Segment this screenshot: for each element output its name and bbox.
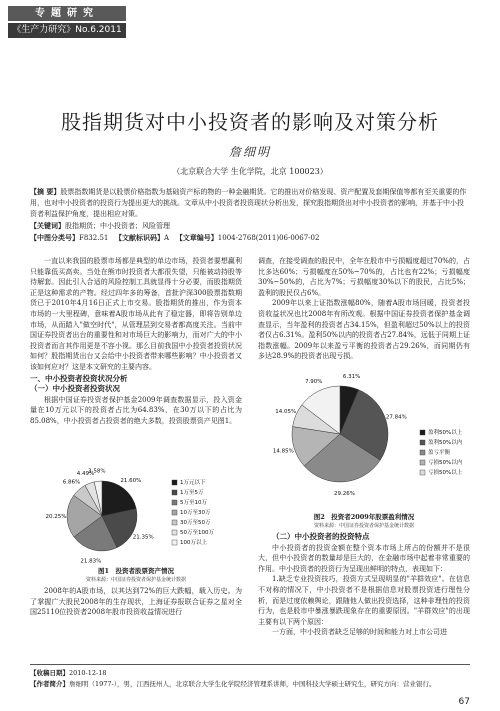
- legend-swatch: [172, 540, 177, 545]
- legend-label: 5万至10万: [180, 500, 207, 506]
- section-tag: [8, 6, 126, 40]
- legend-label: 1万元以下: [180, 480, 206, 486]
- paragraph-3: 2008年的A股市场，以其达到72%的巨大跌幅，载入历史。为了掌握广大股民2008年的生存现状，上海证券报联合证券之星对全国25110位投资者2008年股市投资收益情况进行: [30, 587, 242, 617]
- keywords-label: 【关键词】: [30, 221, 65, 230]
- left-column: [30, 256, 242, 427]
- abstract: [30, 186, 470, 220]
- figure-1-source: 资料来源：中国证券投资者保护基金统计数据: [85, 577, 186, 583]
- keywords-text: 股指期货；中小投资者；风险管理: [65, 222, 170, 230]
- left-column-bottom: [30, 586, 242, 618]
- figure-1: [30, 464, 242, 564]
- right-column-bottom: [258, 532, 470, 638]
- section-label: 专题研究: [8, 6, 126, 21]
- pie-data-label: 27.84%: [385, 414, 407, 421]
- footer-rule: [30, 664, 470, 665]
- pie-data-label: 14.85%: [272, 448, 294, 455]
- journal-issue: 《生产力研究》No.6.2011: [8, 23, 126, 38]
- legend-swatch: [420, 460, 425, 465]
- figure-1-caption: 图1 投资者股票资产情况: [97, 567, 175, 575]
- paragraph-r5: 一方面，中小投资者缺乏足够的时间和能力对上市公司进: [272, 628, 447, 637]
- cls-value: F832.51: [79, 234, 109, 242]
- legend-label: 50万至100万: [180, 530, 214, 536]
- legend-label: 30万至50万: [180, 520, 211, 526]
- figure-2-chart: [258, 358, 470, 510]
- legend-label: 盈利50%以上: [428, 430, 463, 436]
- page-number: 67: [458, 697, 470, 707]
- section-heading-1: 一、中小投资者投资状况分析: [30, 373, 128, 383]
- abstract-label: 【摘 要】: [30, 187, 61, 196]
- legend-swatch: [172, 490, 177, 495]
- affiliation: （北京联合大学 生化学院，北京 100023）: [172, 167, 328, 176]
- bio-label: 【作者简介】: [30, 680, 69, 688]
- figure-2-source: 资料来源：中国证券投资者保护基金统计数据: [313, 523, 414, 529]
- intro-paragraph: 一直以来我国的股票市场都是典型的单边市场，投资者要想赢利只能靠低买高卖。当处在熊市时投资者大都很失望，只能被动持股等待解套。因此引入合适的风险控制工具就显得十分必要，而股指期货正是这种需求的产物。经过四年多的筹备，首批沪深300股票指数期货已于2010年4月16日正式上市交易。股指期货的推出，作为资本市场的一大里程碑，意味着A股市场从此有了稳定器，即将告别单边市场，从而踏入"做空时代"，从管理层到交易者都高度关注。当前中国证券投资者出台的重要性和对市场巨大的影响力，而对广大的中小投资者而言其作用更是不容小视。那么目前我国中小投资者投资状况如何？股指期货出台又会给中小投资者带来哪些影响？中小投资者又该如何应对？这是本文研究的主要内容。: [30, 257, 242, 371]
- pie-data-label: 6.86%: [62, 479, 81, 486]
- classification: [30, 232, 470, 244]
- legend-swatch: [420, 470, 425, 475]
- subsection-heading-1: （一）中小投资者投资状况: [30, 384, 120, 394]
- paragraph-r4: 1.缺乏专业投资技巧，投资方式呈现明显的"羊群效应"。在信息不对称的情况下，中小投资者不是根据信息对股票投资进行理性分析，而是过度依赖舆论，跟随他人做出投资选择，这种非理性的投资行为，也是股市中暴涨暴跌现象存在的重要原因。"羊群效应"的出现主要有以下两个原因：: [258, 575, 470, 626]
- received-date: [30, 668, 470, 679]
- keywords: [30, 220, 470, 232]
- abstract-block: [30, 186, 470, 244]
- doc-label: 【文献标识码】: [115, 233, 165, 242]
- abstract-text: 股票指数期货是以股票价格指数为基础资产标的物的一种金融期货。它的推出对价格发现、资产配置及套期保值等都有至关重要的作用，也对中小投资者的投资行为提出更大的挑战。文章从中小投资者投资现状分析出发，探究股指期货出对中小投资者的影响，并基于中小投资者利益保护角度，提出相应对策。: [30, 188, 467, 218]
- pie-data-label: 3.58%: [88, 468, 106, 475]
- pie-data-label: 14.05%: [275, 408, 297, 415]
- legend-swatch: [172, 530, 177, 535]
- legend-label: 10万至30万: [180, 510, 211, 516]
- pie-data-label: 7.90%: [305, 379, 323, 386]
- legend-swatch: [420, 430, 425, 435]
- pie-data-label: 21.60%: [120, 478, 142, 485]
- paragraph-r2: 2009年以来上证指数涨幅80%，随着A股市场回暖，投资者投资收益状况也比2008年有所改观。根据中国证券投资者保护基金调查显示，当年盈利的投资者占34.15%，但盈利超过50%以上的投资者仅占6.31%。盈利50%以内的投资者占27.84%，远低于同期上证指数涨幅。2009年以来盈亏平衡的投资者占29.26%，而同期仍有多达28.9%的投资者出现亏损。: [258, 299, 470, 361]
- legend-label: 盈亏平衡: [428, 450, 451, 456]
- doc-value: A: [164, 234, 170, 242]
- received-label: 【收稿日期】: [30, 669, 69, 677]
- author: 詹细明: [228, 145, 271, 159]
- legend-label: 1万至5万: [180, 490, 204, 496]
- subsection-heading-2: （二）中小投资者的投资特点: [272, 532, 370, 541]
- legend-swatch: [172, 500, 177, 505]
- art-label: 【文章编号】: [175, 233, 218, 242]
- figure-2-caption: 图2 投资者2009年股票盈利情况: [313, 513, 415, 521]
- article-title: 股指期货对中小投资者的影响及对策分析: [61, 110, 439, 134]
- figure-2: [258, 358, 470, 510]
- legend-swatch: [172, 520, 177, 525]
- legend-swatch: [420, 450, 425, 455]
- bio-text: 詹细明（1977-），男，江西抚州人，北京联合大学生化学院经济管理系讲师，中国科技大学硕士研究生，研究方向：营业银行。: [69, 680, 436, 688]
- author-bio: [30, 679, 470, 690]
- footer: [30, 668, 470, 690]
- pie-data-label: 29.26%: [334, 490, 356, 497]
- legend-label: 盈利50%以内: [428, 440, 463, 446]
- legend-label: 亏损50%以上: [428, 470, 463, 476]
- legend-label: 100万以上: [180, 540, 207, 546]
- paragraph-r3: 中小投资者的投资金额在整个资本市场上所占的份额并不是很大，但中小投资者的数量却是巨大的，在金融市场中起着非常重要的作用。中小投资者的投资行为呈现出鲜明的特点，表现如下：: [258, 543, 470, 573]
- figure-1-chart: [30, 464, 242, 564]
- paragraph-2: 根据中国证券投资者保护基金2009年调查数据显示，投入资金量在10万元以下的投资者占比为64.83%，在30万以下的占比为85.08%，中小投资者占投资者的绝大多数，投资股票资产见图1。: [30, 395, 242, 425]
- pie-data-label: 20.25%: [45, 514, 67, 521]
- pie-data-label: 4.49%: [76, 471, 95, 478]
- art-value: 1004-2768(2011)06-0067-02: [217, 234, 320, 242]
- right-column-top: [258, 256, 470, 362]
- cls-label: 【中图分类号】: [30, 233, 79, 242]
- legend-swatch: [172, 480, 177, 485]
- pie-data-label: 6.31%: [342, 374, 361, 381]
- legend-swatch: [172, 510, 177, 515]
- legend-swatch: [420, 440, 425, 445]
- pie-data-label: 21.83%: [80, 558, 102, 564]
- paragraph-r1: 调查，在接受调查的股民中，全年在股市中亏损幅度超过70%的，占比多达60%；亏损幅度在50%~70%的，占比也有22%；亏损幅度30%~50%的，占比为7%；亏损幅度30%以下的股民，占比5%；盈利的股民仅占6%。: [258, 257, 470, 297]
- pie-data-label: 21.35%: [132, 534, 154, 541]
- legend-label: 亏损50%以内: [428, 460, 463, 466]
- received-value: 2010-12-18: [69, 669, 107, 677]
